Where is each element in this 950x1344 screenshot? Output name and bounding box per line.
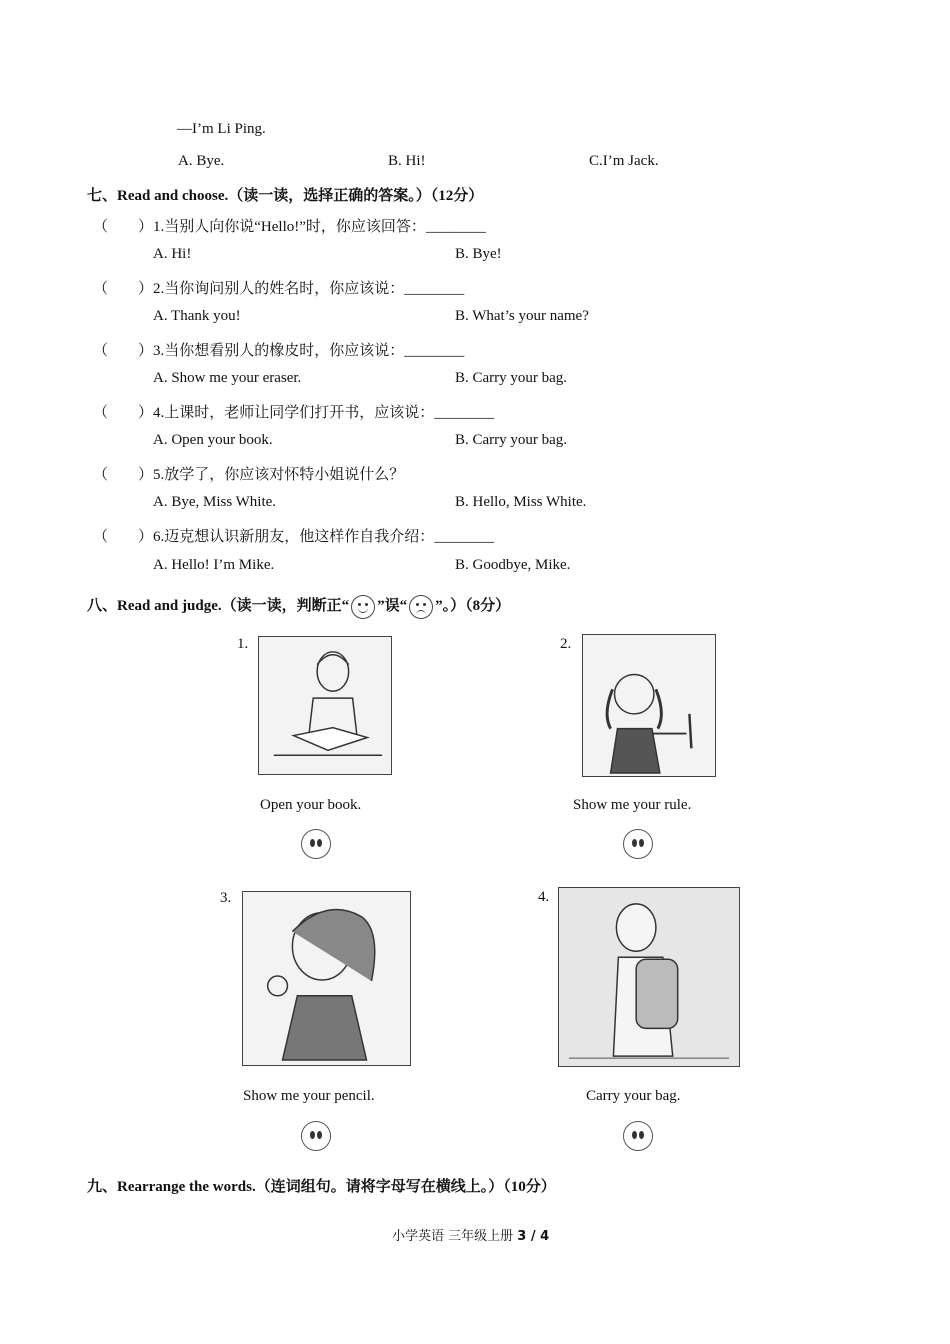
answer-face-icon[interactable] bbox=[301, 829, 331, 859]
question-2-option-a: A. Thank you! bbox=[153, 308, 241, 324]
answer-paren-open: （ bbox=[93, 343, 109, 359]
question-4-option-a: A. Open your book. bbox=[153, 432, 273, 448]
question-3-option-b: B. Carry your bag. bbox=[455, 370, 568, 386]
girl-holding-pen-illustration bbox=[583, 635, 715, 776]
question-3: 3.当你想看别人的橡皮时，你应该说：________ bbox=[153, 343, 465, 359]
answer-paren-open: （ bbox=[93, 529, 109, 545]
answer-paren-close: ） bbox=[138, 219, 154, 235]
section7-title: 七、Read and choose.（读一读，选择正确的答案。）（12分） bbox=[87, 188, 484, 204]
question-5-option-b: B. Hello, Miss White. bbox=[455, 494, 587, 510]
section9-title: 九、Rearrange the words.（连词组句。请将字母写在横线上。）（10分） bbox=[87, 1179, 556, 1195]
boy-with-backpack-picture bbox=[558, 887, 740, 1067]
prev-option-b: B. Hi! bbox=[388, 153, 426, 169]
question-6: 6.迈克想认识新朋友，他这样作自我介绍：________ bbox=[153, 529, 495, 545]
section8-title-part2: ”误“ bbox=[377, 598, 408, 614]
answer-paren-open: （ bbox=[93, 281, 109, 297]
question-5-option-a: A. Bye, Miss White. bbox=[153, 494, 277, 510]
question-5: 5.放学了，你应该对怀特小姐说什么？ bbox=[153, 467, 405, 483]
girl-cheering-illustration bbox=[243, 892, 410, 1065]
answer-paren-open: （ bbox=[93, 405, 109, 421]
section8-title-part3: ”。）（8分） bbox=[435, 598, 511, 614]
section8-title bbox=[87, 594, 510, 619]
page-number: 3 / 4 bbox=[517, 1229, 550, 1244]
boy-writing-picture bbox=[258, 636, 392, 775]
prev-option-c: C.I’m Jack. bbox=[589, 153, 659, 169]
answer-paren-open: （ bbox=[93, 219, 109, 235]
answer-face-icon[interactable] bbox=[623, 829, 653, 859]
judge-item-number: 2. bbox=[560, 636, 572, 652]
answer-face-icon[interactable] bbox=[301, 1121, 331, 1151]
judge-item-number: 1. bbox=[237, 636, 249, 652]
girl-holding-pen-picture bbox=[582, 634, 716, 777]
judge-caption-1: Open your book. bbox=[260, 797, 362, 813]
question-4-option-b: B. Carry your bag. bbox=[455, 432, 568, 448]
answer-paren-close: ） bbox=[138, 405, 154, 421]
girl-cheering-picture bbox=[242, 891, 411, 1066]
boy-with-backpack-illustration bbox=[559, 888, 739, 1066]
boy-writing-illustration bbox=[259, 637, 391, 774]
smiling-face-icon bbox=[351, 595, 375, 619]
question-1-option-b: B. Bye! bbox=[455, 246, 502, 262]
answer-paren-open: （ bbox=[93, 467, 109, 483]
judge-item-number: 4. bbox=[538, 889, 550, 905]
judge-caption-4: Carry your bag. bbox=[586, 1088, 681, 1104]
footer-text: 小学英语 三年级上册 bbox=[392, 1229, 514, 1244]
answer-paren-close: ） bbox=[138, 529, 154, 545]
question-1: 1.当别人向你说“Hello!”时，你应该回答：________ bbox=[153, 219, 486, 235]
judge-item-number: 3. bbox=[220, 890, 232, 906]
judge-caption-3: Show me your pencil. bbox=[243, 1088, 375, 1104]
answer-face-icon[interactable] bbox=[623, 1121, 653, 1151]
answer-paren-close: ） bbox=[138, 467, 154, 483]
answer-paren-close: ） bbox=[138, 343, 154, 359]
prev-option-a: A. Bye. bbox=[178, 153, 225, 169]
question-2-option-b: B. What’s your name? bbox=[455, 308, 589, 324]
question-6-option-a: A. Hello! I’m Mike. bbox=[153, 557, 275, 573]
question-2: 2.当你询问别人的姓名时，你应该说：________ bbox=[153, 281, 465, 297]
question-4: 4.上课时，老师让同学们打开书，应该说：________ bbox=[153, 405, 495, 421]
question-6-option-b: B. Goodbye, Mike. bbox=[455, 557, 571, 573]
judge-caption-2: Show me your rule. bbox=[573, 797, 692, 813]
prev-question-response: —I’m Li Ping. bbox=[177, 121, 266, 137]
question-1-option-a: A. Hi! bbox=[153, 246, 192, 262]
question-3-option-a: A. Show me your eraser. bbox=[153, 370, 302, 386]
frowning-face-icon bbox=[409, 595, 433, 619]
page-footer bbox=[392, 1225, 549, 1244]
section8-title-part1: 八、Read and judge.（读一读，判断正“ bbox=[87, 598, 350, 614]
answer-paren-close: ） bbox=[138, 281, 154, 297]
